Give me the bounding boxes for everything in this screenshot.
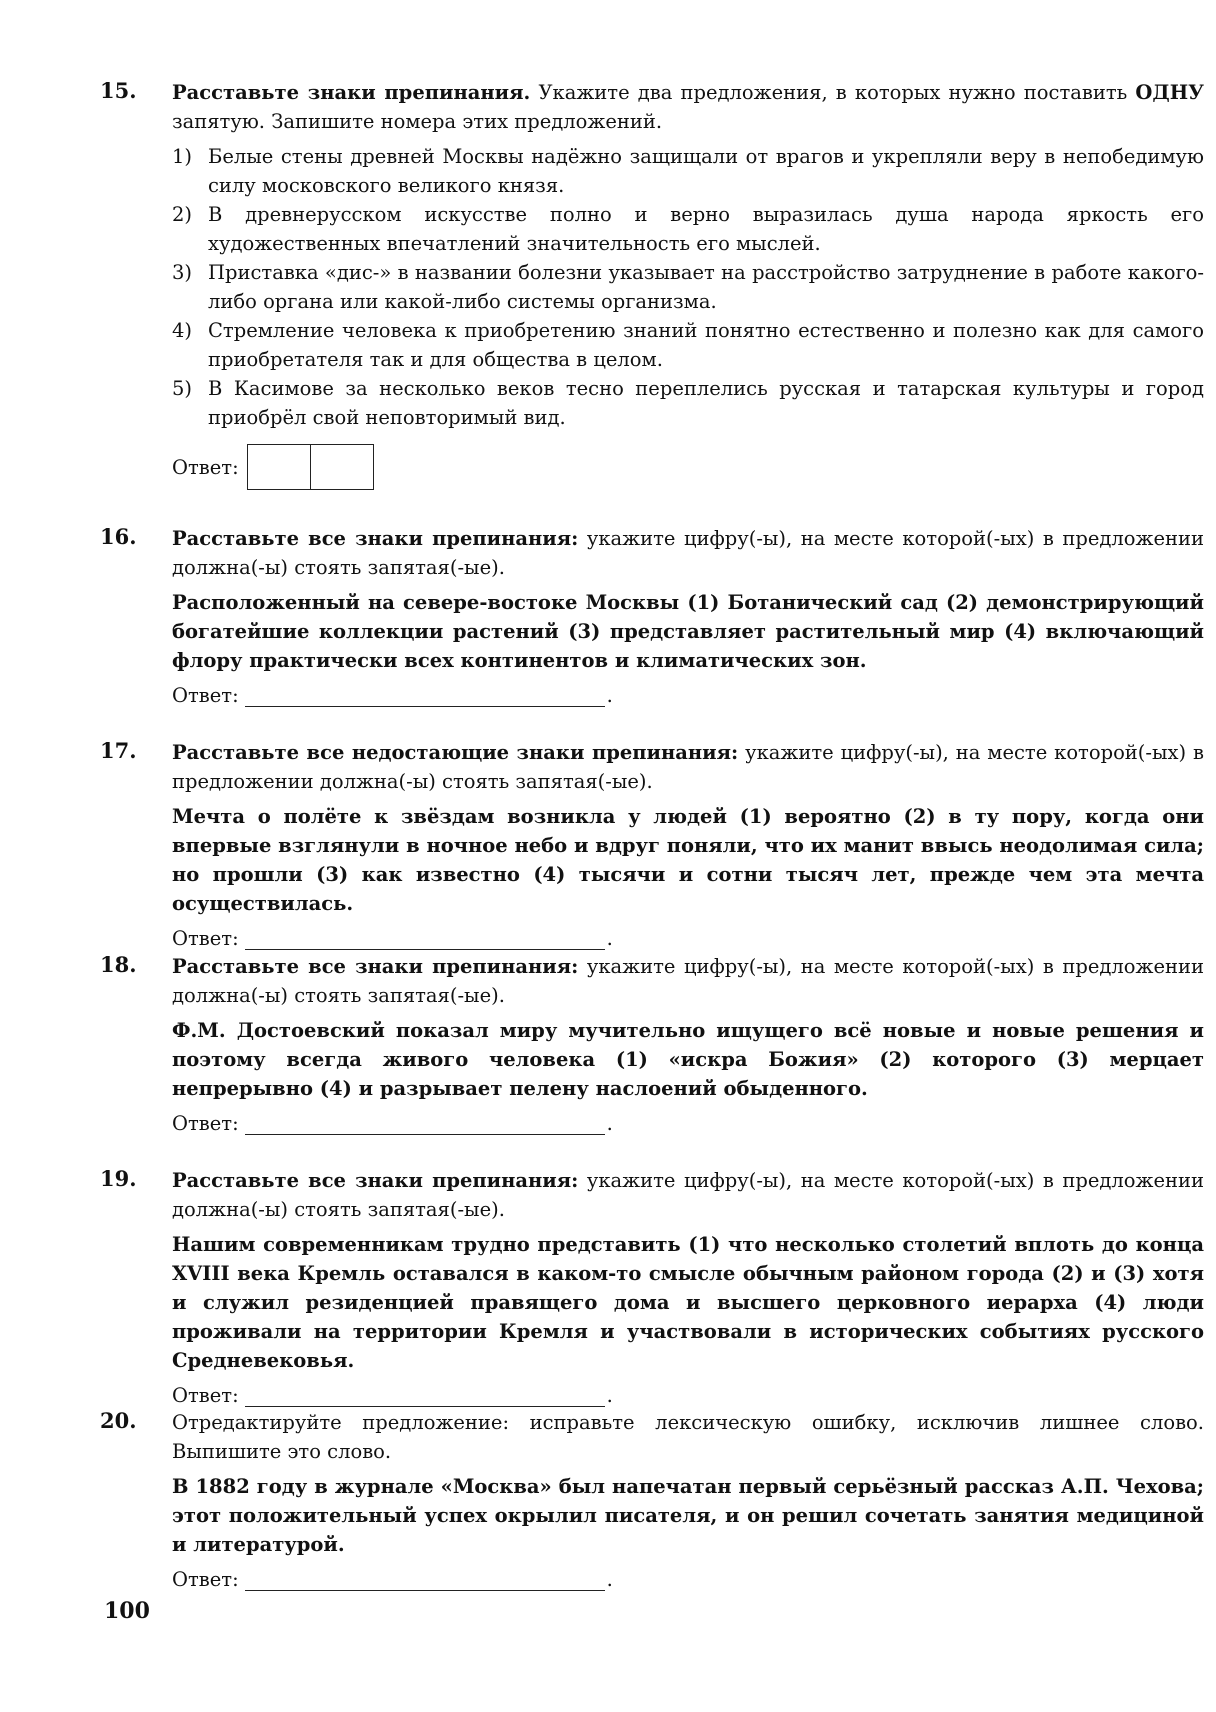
answer-label: Ответ: bbox=[172, 455, 239, 479]
task-sentence: Нашим современникам трудно представить (1) что несколько столетий вплоть до конца XVIII века Кремль оставался в каком-то смысле обычным районом города (2) и (3) хотя и служил резиденцией правящего дома и высшего церковного иерарха (4) люди проживали на территории Кремля и участвовали в исторических событиях русского Средневековья. bbox=[172, 1233, 1204, 1372]
task-instruction: Расставьте все знаки препинания: укажите цифру(-ы), на месте которой(-ых) в предложении должна(-ы) стоять запятая(-ые). bbox=[172, 1169, 1204, 1221]
option-item: 1) Белые стены древней Москвы надёжно защищали от врагов и укрепляли веру в непобедимую силу московского великого князя. bbox=[172, 145, 1204, 197]
task-sentence: Расположенный на севере-востоке Москвы (1) Ботанический сад (2) демонстрирующий богатейшие коллекции растений (3) представляет растительный мир (4) включающий флору практически всех континентов и климатических зон. bbox=[172, 591, 1204, 672]
task-15 bbox=[100, 78, 1204, 490]
answer-label: Ответ: bbox=[172, 927, 239, 950]
task-number: 15. bbox=[100, 78, 137, 103]
task-number: 20. bbox=[100, 1408, 137, 1433]
task-17 bbox=[100, 738, 1204, 953]
task-instruction: Расставьте все знаки препинания: укажите цифру(-ы), на месте которой(-ых) в предложении должна(-ы) стоять запятая(-ые). bbox=[172, 955, 1204, 1007]
answer-line[interactable] bbox=[245, 684, 605, 707]
option-item: 4) Стремление человека к приобретению знаний понятно естественно и полезно как для самого приобретателя так и для общества в целом. bbox=[172, 319, 1204, 371]
task-instruction: Расставьте все знаки препинания: укажите цифру(-ы), на месте которой(-ых) в предложении должна(-ы) стоять запятая(-ые). bbox=[172, 527, 1204, 579]
page-number: 100 bbox=[104, 1598, 150, 1624]
answer-line[interactable] bbox=[245, 1568, 605, 1591]
task-sentence: Ф.М. Достоевский показал миру мучительно ищущего всё новые и новые решения и поэтому всегда живого человека (1) «искра Божия» (2) которого (3) мерцает непрерывно (4) и разрывает пелену наслоений обыденного. bbox=[172, 1019, 1204, 1100]
answer-row: Ответ: . bbox=[172, 681, 1204, 710]
task-20 bbox=[100, 1408, 1204, 1594]
answer-label: Ответ: bbox=[172, 684, 239, 707]
answer-row: Ответ: . bbox=[172, 1109, 1204, 1138]
answer-row bbox=[172, 444, 1204, 490]
task-instruction: Расставьте все недостающие знаки препинания: укажите цифру(-ы), на месте которой(-ых) в предложении должна(-ы) стоять запятая(-ые). bbox=[172, 741, 1205, 793]
task-16 bbox=[100, 524, 1204, 710]
option-item: 3) Приставка «дис-» в названии болезни указывает на расстройство затруднение в работе какого-либо органа или какой-либо системы организма. bbox=[172, 261, 1204, 313]
options-list bbox=[172, 142, 1204, 432]
task-number: 18. bbox=[100, 952, 137, 977]
answer-box[interactable] bbox=[311, 444, 374, 490]
task-instruction: Расставьте знаки препинания. Укажите два предложения, в которых нужно поставить ОДНУ запятую. Запишите номера этих предложений. bbox=[172, 81, 1204, 133]
task-number: 19. bbox=[100, 1166, 137, 1191]
task-sentence: В 1882 году в журнале «Москва» был напечатан первый серьёзный рассказ А.П. Чехова; этот положительный успех окрылил писателя, и он решил сочетать занятия медициной и литературой. bbox=[172, 1475, 1204, 1556]
answer-label: Ответ: bbox=[172, 1568, 239, 1591]
task-instruction: Отредактируйте предложение: исправьте лексическую ошибку, исключив лишнее слово. Выпишите это слово. bbox=[172, 1411, 1204, 1463]
answer-label: Ответ: bbox=[172, 1384, 239, 1407]
answer-line[interactable] bbox=[245, 927, 605, 950]
answer-row: Ответ: . bbox=[172, 1381, 1204, 1410]
option-item: 5) В Касимове за несколько веков тесно переплелись русская и татарская культуры и город приобрёл свой неповторимый вид. bbox=[172, 377, 1204, 429]
answer-line[interactable] bbox=[245, 1384, 605, 1407]
answer-row: Ответ: . bbox=[172, 924, 1204, 953]
task-18 bbox=[100, 952, 1204, 1138]
answer-row: Ответ: . bbox=[172, 1565, 1204, 1594]
task-number: 17. bbox=[100, 738, 137, 763]
option-item: 2) В древнерусском искусстве полно и верно выразилась душа народа яркость его художественных впечатлений значительность его мыслей. bbox=[172, 203, 1204, 255]
answer-box[interactable] bbox=[247, 444, 311, 490]
answer-boxes[interactable] bbox=[247, 444, 374, 490]
answer-label: Ответ: bbox=[172, 1112, 239, 1135]
task-number: 16. bbox=[100, 524, 137, 549]
task-sentence: Мечта о полёте к звёздам возникла у людей (1) вероятно (2) в ту пору, когда они впервые взглянули в ночное небо и вдруг поняли, что их манит ввысь неодолимая сила; но прошли (3) как известно (4) тысячи и сотни тысяч лет, прежде чем эта мечта осуществилась. bbox=[172, 805, 1204, 915]
answer-line[interactable] bbox=[245, 1112, 605, 1135]
task-19 bbox=[100, 1166, 1204, 1410]
